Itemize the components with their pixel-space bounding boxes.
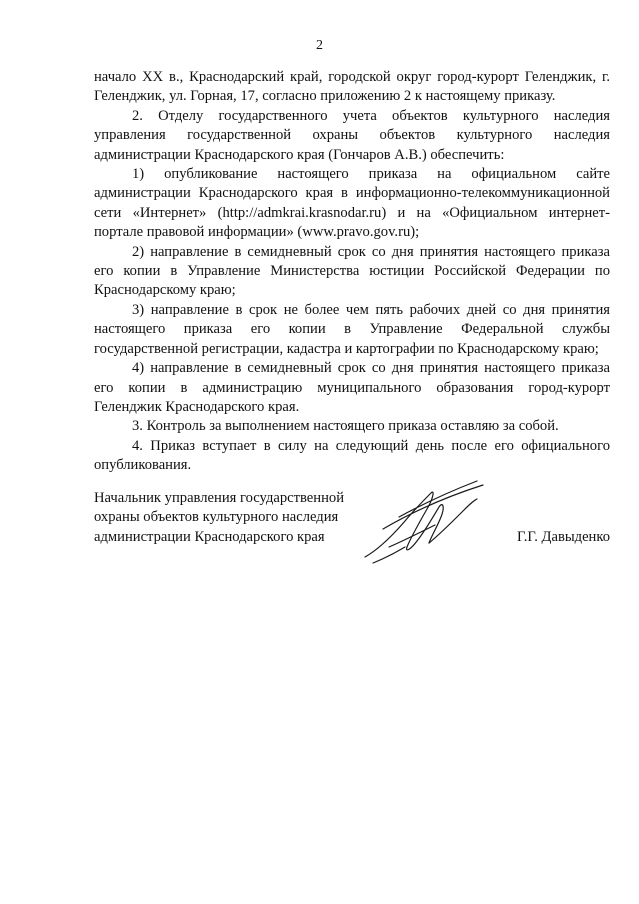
paragraph-5: 3) направление в срок не более чем пять рабочих дней со дня принятия настоящего приказа его копии в Управление Федеральной службы государственной регистрации, кадастра и картографии по Краснодарскому краю; — [94, 301, 610, 357]
paragraph-1: начало XX в., Краснодарский край, городской округ город-курорт Геленджик, г. Геленджик, ул. Горная, 17, согласно приложению 2 к настоящему приказу. — [94, 69, 610, 105]
position-line-2: охраны объектов культурного наследия — [94, 509, 339, 526]
paragraph-2: 2. Отделу государственного учета объектов культурного наследия управления государственной охраны объектов культурного наследия администрации Краснодарского края (Гончаров А.В.) обеспечить: — [94, 107, 610, 163]
position-line-1: Начальник управления государственной — [94, 490, 345, 506]
paragraph-4: 2) направление в семидневный срок со дня принятия настоящего приказа его копии в Управление Министерства юстиции Российской Федерации по Краснодарскому краю; — [94, 243, 610, 299]
signature-block — [94, 489, 610, 579]
paragraph-6: 4) направление в семидневный срок со дня принятия настоящего приказа его копии в администрацию муниципального образования город-курорт Геленджик Краснодарского края. — [94, 360, 610, 415]
document-body — [94, 68, 610, 476]
page-number: 2 — [316, 38, 323, 53]
paragraph-7: 3. Контроль за выполнением настоящего приказа оставляю за собой. — [132, 418, 559, 435]
signatory-position — [94, 489, 374, 547]
handwritten-signature — [359, 477, 489, 567]
position-line-3: администрации Краснодарского края — [94, 528, 325, 545]
signatory-name: Г.Г. Давыденко — [516, 528, 610, 545]
paragraph-3: 1) опубликование настоящего приказа на официальном сайте администрации Краснодарского края в информационно-телекоммуникационной сети «Интернет» (http://admkrai.krasnodar.ru) и на «Официальном интернет-портале правовой информации» (www.pravo.gov.ru); — [94, 166, 610, 241]
paragraph-8: 4. Приказ вступает в силу на следующий день после его официального опубликования. — [94, 437, 610, 474]
